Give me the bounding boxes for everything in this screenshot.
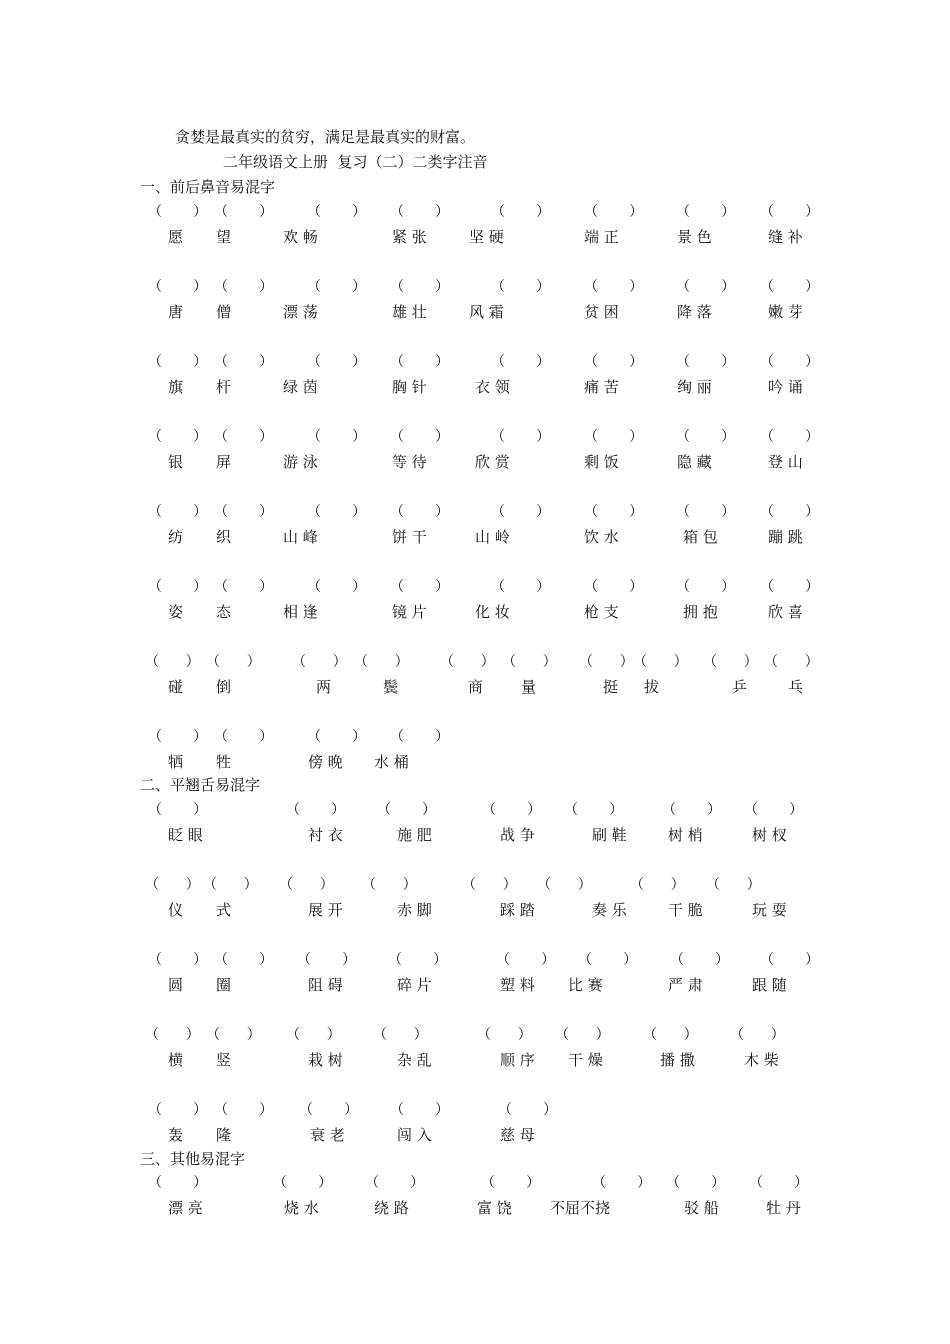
character-word: 驳 船 [684,1199,719,1217]
pinyin-answer-blank[interactable]: （ ） [584,204,644,220]
pinyin-answer-blank[interactable]: （ ） [206,1027,261,1043]
pinyin-answer-blank[interactable]: （ ） [307,429,367,445]
section-heading: 一、前后鼻音易混字 [140,178,276,196]
pinyin-answer-blank[interactable]: （ ） [145,877,200,893]
character-word: 顺 序 [500,1051,535,1069]
character-word: 干 脆 [668,901,703,919]
pinyin-answer-blank[interactable]: （ ） [462,877,517,893]
pinyin-answer-blank[interactable]: （ ） [373,1027,428,1043]
pinyin-answer-blank[interactable]: （ ） [676,429,736,445]
pinyin-answer-blank[interactable]: （ ） [273,1175,333,1191]
pinyin-answer-blank[interactable]: （ ） [390,579,450,595]
character-word: 竖 [216,1051,232,1069]
pinyin-answer-blank[interactable]: （ ） [148,579,208,595]
character-word: 富 饶 [477,1199,512,1217]
character-word: 施 肥 [397,826,432,844]
pinyin-answer-blank[interactable]: （ ） [390,504,450,520]
pinyin-answer-blank[interactable]: （ ） [148,429,208,445]
pinyin-answer-blank[interactable]: （ ） [760,504,820,520]
pinyin-answer-blank[interactable]: （ ） [214,579,274,595]
pinyin-answer-row [0,1026,950,1046]
character-word-row [0,453,950,473]
character-word: 赤 脚 [397,901,432,919]
character-word: 痛 苦 [584,378,619,396]
character-word: 牲 [216,753,232,771]
character-word: 紧 张 [392,228,427,246]
character-word: 坚 硬 [469,228,504,246]
pinyin-answer-blank[interactable]: （ ） [477,1027,532,1043]
character-word: 乒 [732,678,748,696]
pinyin-answer-blank[interactable]: （ ） [491,504,551,520]
pinyin-answer-blank[interactable]: （ ） [440,654,495,670]
character-word: 漂 亮 [168,1199,203,1217]
character-word: 比 赛 [568,976,603,994]
character-word: 织 [216,528,232,546]
pinyin-answer-blank[interactable]: （ ） [299,1102,359,1118]
character-word: 吟 诵 [768,378,803,396]
character-word: 缝 补 [768,228,803,246]
character-word: 树 梢 [668,826,703,844]
pinyin-answer-blank[interactable]: （ ） [145,654,200,670]
pinyin-answer-blank[interactable]: （ ） [584,429,644,445]
pinyin-answer-blank[interactable]: （ ） [148,952,208,968]
character-word: 倒 [216,678,232,696]
pinyin-answer-blank[interactable]: （ ） [286,1027,341,1043]
character-word: 式 [216,901,232,919]
pinyin-answer-blank[interactable]: （ ） [354,654,409,670]
character-word: 风 霜 [469,303,504,321]
pinyin-answer-blank[interactable]: （ ） [643,1027,698,1043]
character-word: 隐 藏 [677,453,712,471]
pinyin-answer-blank[interactable]: （ ） [481,1175,541,1191]
pinyin-answer-row [0,1174,950,1194]
pinyin-answer-blank[interactable]: （ ） [148,1102,208,1118]
character-word-row [0,303,950,323]
character-word: 登 山 [768,453,803,471]
character-word: 圈 [216,976,232,994]
character-word: 游 泳 [283,453,318,471]
pinyin-answer-blank[interactable]: （ ） [760,579,820,595]
pinyin-answer-blank[interactable]: （ ） [584,504,644,520]
character-word-row [0,378,950,398]
pinyin-answer-blank[interactable]: （ ） [670,952,730,968]
character-word-row [0,1199,950,1219]
character-word: 饼 干 [392,528,427,546]
pinyin-answer-blank[interactable]: （ ） [666,1175,726,1191]
pinyin-answer-blank[interactable]: （ ） [502,654,557,670]
character-word: 箱 包 [683,528,718,546]
pinyin-answer-blank[interactable]: （ ） [214,729,274,745]
character-word-row [0,1051,950,1071]
pinyin-answer-blank[interactable]: （ ） [148,279,208,295]
pinyin-answer-blank[interactable]: （ ） [537,877,592,893]
character-word: 欣 喜 [768,603,803,621]
character-word: 塑 料 [500,976,535,994]
pinyin-answer-blank[interactable]: （ ） [286,802,346,818]
character-word: 碎 片 [397,976,432,994]
character-word: 愿 [168,228,184,246]
character-word: 闯 入 [397,1126,432,1144]
pinyin-answer-blank[interactable]: （ ） [764,654,819,670]
character-word: 化 妆 [475,603,510,621]
pinyin-answer-blank[interactable]: （ ） [390,429,450,445]
pinyin-answer-blank[interactable]: （ ） [390,729,450,745]
character-word: 绿 茵 [283,378,318,396]
pinyin-answer-blank[interactable]: （ ） [760,429,820,445]
character-word: 银 [168,453,184,471]
character-word: 牡 丹 [766,1199,801,1217]
pinyin-answer-blank[interactable]: （ ） [203,877,258,893]
pinyin-answer-blank[interactable]: （ ） [662,802,722,818]
pinyin-answer-blank[interactable]: （ ） [148,504,208,520]
pinyin-answer-blank[interactable]: （ ） [703,654,758,670]
character-word-row [0,826,950,846]
pinyin-answer-blank[interactable]: （ ） [214,429,274,445]
character-word: 拥 抱 [683,603,718,621]
pinyin-answer-row [0,503,950,523]
worksheet-title: 二年级语文上册 复习（二）二类字注音 [223,153,488,171]
pinyin-answer-blank[interactable]: （ ） [214,279,274,295]
character-word: 量 [521,678,537,696]
character-word: 眨 眼 [168,826,203,844]
character-word-row [0,603,950,623]
character-word: 树 杈 [752,826,787,844]
pinyin-answer-blank[interactable]: （ ） [584,579,644,595]
pinyin-answer-blank[interactable]: （ ） [749,1175,809,1191]
pinyin-answer-blank[interactable]: （ ） [706,877,761,893]
pinyin-answer-blank[interactable]: （ ） [365,1175,425,1191]
character-word: 跟 随 [752,976,787,994]
pinyin-answer-blank[interactable]: （ ） [592,1175,652,1191]
pinyin-answer-blank[interactable]: （ ） [279,877,334,893]
pinyin-answer-row [0,801,950,821]
character-word: 衬 衣 [308,826,343,844]
pinyin-answer-blank[interactable]: （ ） [579,654,634,670]
character-word: 饮 水 [584,528,619,546]
character-word: 展 开 [308,901,343,919]
pinyin-answer-blank[interactable]: （ ） [148,729,208,745]
character-word: 不屈不挠 [550,1199,611,1217]
character-word-row [0,901,950,921]
pinyin-answer-blank[interactable]: （ ） [491,429,551,445]
character-word: 阻 碍 [308,976,343,994]
character-word: 衰 老 [310,1126,345,1144]
character-word: 杆 [216,378,232,396]
pinyin-answer-blank[interactable]: （ ） [482,802,542,818]
character-word: 唐 [168,303,184,321]
character-word: 栽 树 [308,1051,343,1069]
pinyin-answer-blank[interactable]: （ ） [377,802,437,818]
character-word: 水 桶 [374,753,409,771]
pinyin-answer-row [0,951,950,971]
character-word: 奏 乐 [592,901,627,919]
pinyin-answer-blank[interactable]: （ ） [744,802,804,818]
pinyin-answer-row [0,353,950,373]
character-word: 相 逢 [283,603,318,621]
character-word: 姿 [168,603,184,621]
pinyin-answer-row [0,728,950,748]
pinyin-answer-blank[interactable]: （ ） [362,877,417,893]
pinyin-answer-blank[interactable]: （ ） [491,354,551,370]
character-word: 挺 [603,678,619,696]
pinyin-answer-blank[interactable]: （ ） [760,204,820,220]
pinyin-answer-blank[interactable]: （ ） [206,654,261,670]
pinyin-answer-blank[interactable]: （ ） [214,952,274,968]
pinyin-answer-blank[interactable]: （ ） [390,1102,450,1118]
character-word: 蹦 跳 [768,528,803,546]
section-heading: 三、其他易混字 [140,1150,246,1168]
pinyin-answer-blank[interactable]: （ ） [578,952,638,968]
pinyin-answer-blank[interactable]: （ ） [214,1102,274,1118]
character-word: 仪 [168,901,184,919]
character-word: 镜 片 [392,603,427,621]
pinyin-answer-row [0,653,950,673]
character-word: 僧 [216,303,232,321]
pinyin-answer-blank[interactable]: （ ） [760,952,820,968]
pinyin-answer-blank[interactable]: （ ） [676,579,736,595]
pinyin-answer-blank[interactable]: （ ） [555,1027,610,1043]
character-word: 烧 水 [284,1199,319,1217]
pinyin-answer-blank[interactable]: （ ） [148,204,208,220]
pinyin-answer-blank[interactable]: （ ） [564,802,624,818]
pinyin-answer-blank[interactable]: （ ） [633,654,688,670]
pinyin-answer-blank[interactable]: （ ） [388,952,448,968]
pinyin-answer-blank[interactable]: （ ） [491,579,551,595]
character-word: 播 撒 [660,1051,695,1069]
character-word: 圆 [168,976,184,994]
section-heading: 二、平翘舌易混字 [140,776,261,794]
pinyin-answer-blank[interactable]: （ ） [214,504,274,520]
pinyin-answer-blank[interactable]: （ ） [630,877,685,893]
character-word: 嫩 芽 [768,303,803,321]
pinyin-answer-blank[interactable]: （ ） [214,354,274,370]
character-word-row [0,976,950,996]
pinyin-answer-row [0,203,950,223]
pinyin-answer-blank[interactable]: （ ） [584,354,644,370]
pinyin-answer-blank[interactable]: （ ） [390,354,450,370]
pinyin-answer-blank[interactable]: （ ） [491,204,551,220]
character-word: 山 岭 [475,528,510,546]
pinyin-answer-blank[interactable]: （ ） [676,279,736,295]
pinyin-answer-blank[interactable]: （ ） [760,279,820,295]
character-word: 旗 [168,378,184,396]
pinyin-answer-row [0,578,950,598]
pinyin-answer-row [0,278,950,298]
character-word: 鬓 [383,678,399,696]
character-word: 碰 [168,678,184,696]
pinyin-answer-blank[interactable]: （ ） [307,504,367,520]
pinyin-answer-blank[interactable]: （ ） [390,204,450,220]
character-word: 降 落 [677,303,712,321]
pinyin-answer-blank[interactable]: （ ） [145,1027,200,1043]
character-word: 慈 母 [500,1126,535,1144]
character-word: 山 峰 [283,528,318,546]
pinyin-answer-blank[interactable]: （ ） [307,279,367,295]
motto: 贪婪是最真实的贫穷，满足是最真实的财富。 [175,128,476,146]
character-word: 严 肃 [668,976,703,994]
character-word: 玩 耍 [752,901,787,919]
character-word: 牺 [168,753,184,771]
pinyin-answer-blank[interactable]: （ ） [292,654,347,670]
character-word: 端 正 [584,228,619,246]
character-word: 屏 [216,453,232,471]
character-word: 木 柴 [744,1051,779,1069]
character-word: 漂 荡 [283,303,318,321]
character-word: 两 [316,678,332,696]
character-word: 纺 [168,528,184,546]
pinyin-answer-blank[interactable]: （ ） [307,354,367,370]
character-word: 望 [216,228,232,246]
pinyin-answer-blank[interactable]: （ ） [676,504,736,520]
character-word: 战 争 [500,826,535,844]
pinyin-answer-blank[interactable]: （ ） [491,279,551,295]
character-word-row [0,528,950,548]
character-word: 刷 鞋 [592,826,627,844]
character-word: 商 [468,678,484,696]
character-word-row [0,228,950,248]
character-word: 雄 壮 [392,303,427,321]
pinyin-answer-blank[interactable]: （ ） [676,204,736,220]
pinyin-answer-blank[interactable]: （ ） [584,279,644,295]
character-word: 踩 踏 [500,901,535,919]
pinyin-answer-blank[interactable]: （ ） [307,204,367,220]
pinyin-answer-row [0,428,950,448]
character-word: 枪 支 [584,603,619,621]
character-word: 胸 针 [392,378,427,396]
pinyin-answer-blank[interactable]: （ ） [498,1102,558,1118]
character-word: 欢 畅 [283,228,318,246]
character-word: 剩 饭 [584,453,619,471]
pinyin-answer-blank[interactable]: （ ） [390,279,450,295]
pinyin-answer-blank[interactable]: （ ） [760,354,820,370]
character-word: 贫 困 [584,303,619,321]
character-word: 乓 [788,678,804,696]
character-word: 景 色 [677,228,712,246]
character-word-row [0,678,950,698]
pinyin-answer-blank[interactable]: （ ） [148,354,208,370]
character-word: 欣 赏 [475,453,510,471]
pinyin-answer-row [0,1101,950,1121]
pinyin-answer-blank[interactable]: （ ） [307,579,367,595]
character-word: 傍 晚 [308,753,343,771]
character-word: 杂 乱 [397,1051,432,1069]
pinyin-answer-blank[interactable]: （ ） [297,952,357,968]
pinyin-answer-blank[interactable]: （ ） [148,802,208,818]
pinyin-answer-row [0,876,950,896]
character-word: 隆 [216,1126,232,1144]
character-word: 绕 路 [374,1199,409,1217]
character-word: 态 [216,603,232,621]
pinyin-answer-blank[interactable]: （ ） [676,354,736,370]
character-word: 衣 领 [475,378,510,396]
pinyin-answer-blank[interactable]: （ ） [496,952,556,968]
pinyin-answer-blank[interactable]: （ ） [730,1027,785,1043]
pinyin-answer-blank[interactable]: （ ） [307,729,367,745]
character-word: 绚 丽 [677,378,712,396]
pinyin-answer-blank[interactable]: （ ） [214,204,274,220]
character-word: 轰 [168,1126,184,1144]
character-word: 横 [168,1051,184,1069]
character-word: 干 燥 [568,1051,603,1069]
character-word-row [0,753,950,773]
pinyin-answer-blank[interactable]: （ ） [148,1175,208,1191]
character-word: 拔 [644,678,660,696]
character-word: 等 待 [392,453,427,471]
character-word-row [0,1126,950,1146]
